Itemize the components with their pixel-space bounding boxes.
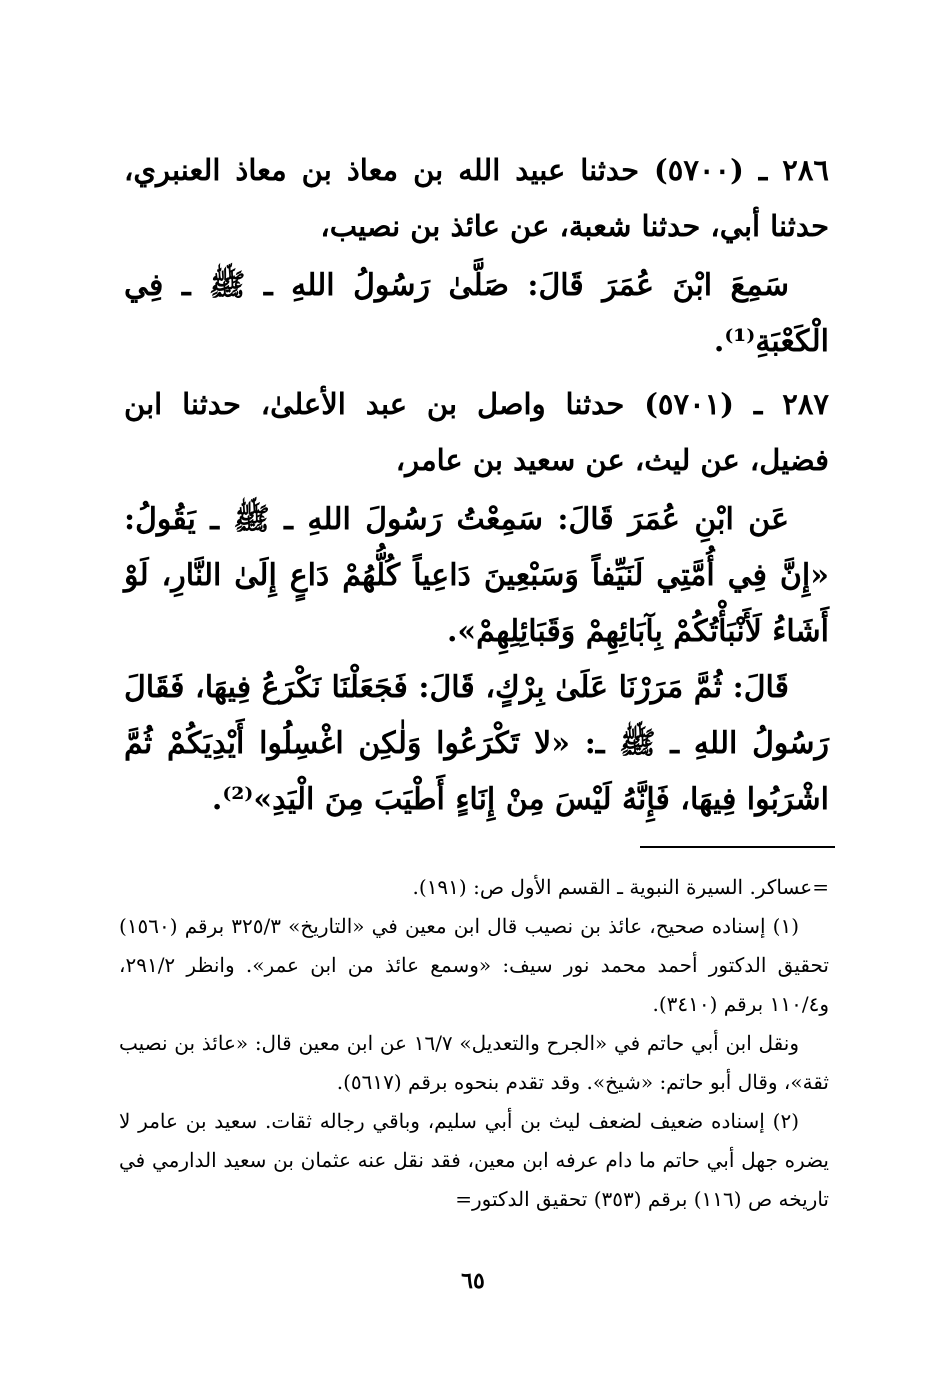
hadith-287-matn-2-text: قَالَ: ثُمَّ مَرَرْنَا عَلَىٰ بِرْكٍ، قَالَ: فَجَعَلْنَا نَكْرَعُ فِيهَا، فَقَالَ رَسُولُ اللهِ ـ ﷺ ـ: «لا تَكْرَعُوا وَلٰكِن اغْسِلُوا أَيْدِيَكُمْ ثُمَّ اشْرَبُوا فِيهَا، فَإِنَّهُ لَيْسَ مِنْ إِنَاءٍ أَطْيَبَ مِنَ الْيَدِ»⁽²⁾. (124, 670, 829, 817)
hadith-286-matn-text: سَمِعَ ابْنَ عُمَرَ قَالَ: صَلَّىٰ رَسُولُ اللهِ ـ ﷺ ـ فِي الْكَعْبَةِ⁽¹⁾. (124, 268, 829, 359)
hadith-287-isnad (124, 376, 829, 488)
footnote-divider (640, 846, 835, 848)
hadith-287-matn-1 (124, 492, 829, 660)
hadith-286-isnad (124, 142, 829, 254)
hadith-287-matn-1-text: عَن ابْنِ عُمَرَ قَالَ: سَمِعْتُ رَسُولَ اللهِ ـ ﷺ ـ يَقُولُ: «إِنَّ فِي أُمَّتِي لَنَيِّفاً وَسَبْعِينَ دَاعِياً كُلُّهُمْ دَاعٍ إِلَىٰ النَّارِ، لَوْ أَشَاءُ لَأَنْبَأْتُكُمْ بِآبَائِهِمْ وَقَبَائِلِهِمْ». (124, 502, 829, 649)
hadith-286-matn (124, 258, 829, 370)
hadith-287-isnad-text: ٢٨٧ ـ (٥٧٠١) حدثنا واصل بن عبد الأعلىٰ، حدثنا ابن فضيل، عن ليث، عن سعيد بن عامر، (124, 387, 829, 477)
footnotes (119, 868, 829, 1219)
page-number: ٦٥ (461, 1268, 485, 1294)
footnote-1b: ونقل ابن أبي حاتم في «الجرح والتعديل» ١٦/٧ عن ابن معين قال: «عائذ بن نصيب ثقة»، وقال أبو حاتم: «شيخ». وقد تقدم بنحوه برقم (٥٦١٧). (119, 1031, 829, 1094)
footnote-2: (٢) إسناده ضعيف لضعف ليث بن أبي سليم، وباقي رجاله ثقات. سعيد بن عامر لا يضره جهل أبي حاتم ما دام عرفه ابن معين، فقد نقل عنه عثمان بن سعيد الدارمي في تاريخه ص (١١٦) برقم (٣٥٣) تحقيق الدكتور= (119, 1109, 829, 1211)
hadith-286-isnad-text: ٢٨٦ ـ (٥٧٠٠) حدثنا عبيد الله بن معاذ بن معاذ العنبري، حدثنا أبي، حدثنا شعبة، عن عائذ بن نصيب، (124, 153, 829, 243)
footnote-continued: =عساكر. السيرة النبوية ـ القسم الأول ص: (١٩١). (412, 875, 829, 899)
hadith-287-matn-2 (124, 660, 829, 828)
footnote-1a: (١) إسناده صحيح، عائذ بن نصيب قال ابن معين في «التاريخ» ٣٢٥/٣ برقم (١٥٦٠) تحقيق الدكتور أحمد محمد نور سيف: «وسمع عائذ من ابن عمر». وانظر ٢٩١/٢، و١١٠/٤ برقم (٣٤١٠). (119, 914, 829, 1016)
